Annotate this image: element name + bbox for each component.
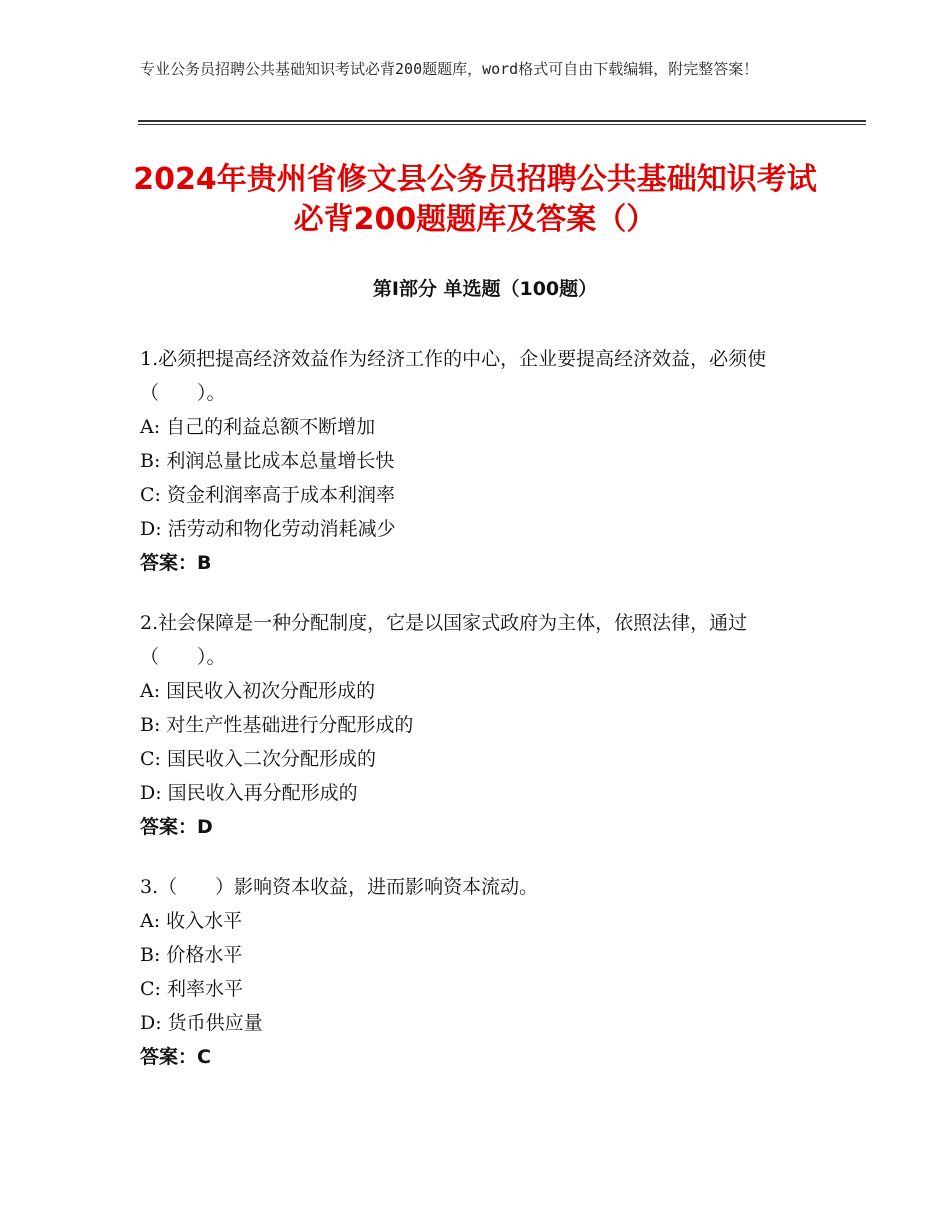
question-list bbox=[140, 342, 820, 1100]
answer-line: 答案：C bbox=[140, 1046, 211, 1068]
document-title: 2024年贵州省修文县公务员招聘公共基础知识考试必背200题题库及答案（） bbox=[133, 162, 817, 237]
option-d: D: 活劳动和物化劳动消耗减少 bbox=[140, 518, 396, 540]
question-stem: 2.社会保障是一种分配制度，它是以国家式政府为主体，依照法律，通过（ ）。 bbox=[140, 612, 748, 668]
question-1 bbox=[140, 342, 820, 580]
question-2 bbox=[140, 606, 820, 844]
option-a: A: 收入水平 bbox=[140, 910, 243, 932]
option-d: D: 国民收入再分配形成的 bbox=[140, 782, 358, 804]
option-c: C: 资金利润率高于成本利润率 bbox=[140, 484, 395, 506]
option-b: B: 对生产性基础进行分配形成的 bbox=[140, 714, 414, 736]
option-b: B: 利润总量比成本总量增长快 bbox=[140, 450, 395, 472]
question-stem: 3.（ ）影响资本收益，进而影响资本流动。 bbox=[140, 876, 539, 898]
section-title: 第Ⅰ部分 单选题（100题） bbox=[372, 278, 598, 300]
answer-line: 答案：D bbox=[140, 816, 213, 838]
option-d: D: 货币供应量 bbox=[140, 1012, 263, 1034]
option-a: A: 国民收入初次分配形成的 bbox=[140, 680, 376, 702]
option-a: A: 自己的利益总额不断增加 bbox=[140, 416, 376, 438]
option-b: B: 价格水平 bbox=[140, 944, 243, 966]
question-stem: 1.必须把提高经济效益作为经济工作的中心，企业要提高经济效益，必须使（ ）。 bbox=[140, 348, 767, 404]
option-c: C: 利率水平 bbox=[140, 978, 243, 1000]
option-c: C: 国民收入二次分配形成的 bbox=[140, 748, 376, 770]
header-note: 专业公务员招聘公共基础知识考试必背200题题库，word格式可自由下载编辑，附完整答案！ bbox=[140, 60, 759, 78]
answer-line: 答案：B bbox=[140, 552, 212, 574]
header-divider bbox=[138, 120, 866, 125]
question-3 bbox=[140, 870, 820, 1074]
